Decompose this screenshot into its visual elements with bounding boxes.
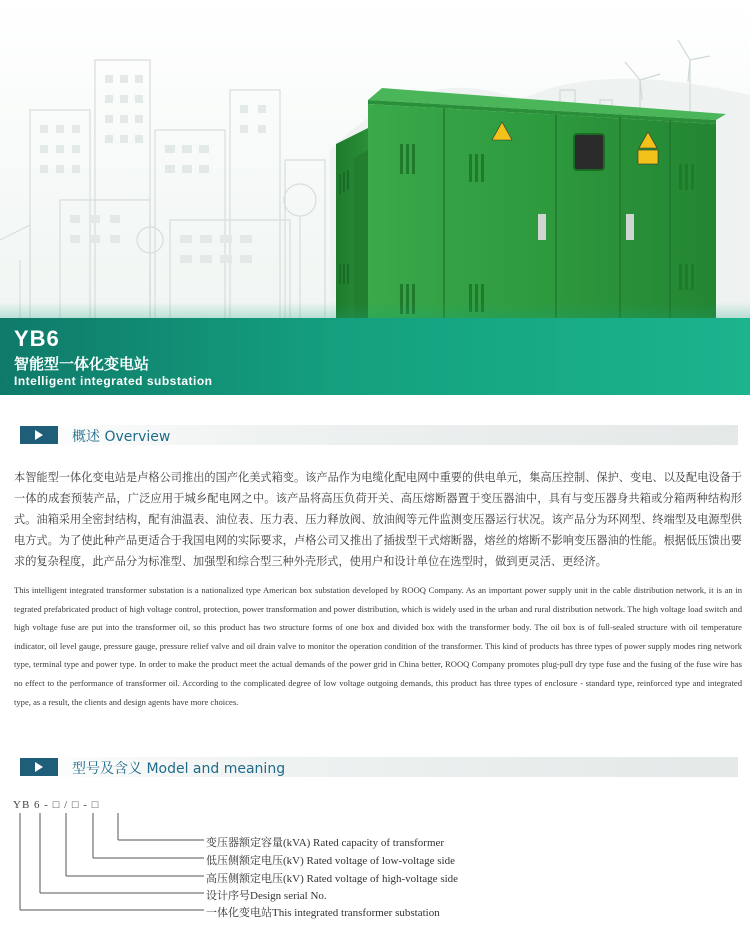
definition-low-voltage: 低压侧额定电压(kV) Rated voltage of low-voltage side: [206, 855, 455, 867]
play-arrow-icon: [20, 426, 58, 444]
definition-capacity: 变压器额定容量(kVA) Rated capacity of transformer: [206, 837, 445, 849]
model-code: YB 6 - □ / □ - □: [13, 799, 100, 811]
overview-text-en: This intelligent integrated transformer substation is a nationalized type American box substation developed by ROOQ Company. As an important power supply unit in the cable distribution network, it is an in tegrated prefabricated product of high voltage control, protection, power transformation and power distribution, which is widely used in the urban and rural distribution network. The high voltage load switch and high voltage fuse are put into the transformer oil, so this product has two structure forms of one box and divided box with the transformer body. The oil box is of full-sealed structure with oil temperature indicator, oil level gauge, pressure gauge, pressure relief valve and oil drain valve to monitor the operation condition of the transformer. This kind of products has three types of power supply modes ring network type, terminal type and power type. In order to make the product meet the actual demands of the power grid in China better, ROOQ Company promotes plug-pull dry type fuse and the fusing of the fuse wire has no effect to the performance of transformer oil. According to the complicated degree of low voltage outgoing demands, this product has three types of enclosure - standard type, reinforced type and integrated type, as a result, the clients and design agents have more choices.: [14, 585, 742, 707]
model-heading: 型号及含义 Model and meaning: [72, 761, 286, 777]
hero-banner: [0, 0, 750, 395]
product-title-en: Intelligent integrated substation: [14, 374, 213, 388]
overview-section-header: [14, 425, 738, 445]
play-arrow-icon: [20, 758, 58, 776]
product-model: YB6: [14, 326, 60, 351]
overview-heading: 概述 Overview: [72, 429, 171, 445]
definition-design-serial: 设计序号Design serial No.: [206, 890, 327, 902]
definition-high-voltage: 高压侧额定电压(kV) Rated voltage of high-voltage side: [206, 873, 459, 885]
overview-text-cn: 本智能型一体化变电站是卢格公司推出的国产化美式箱变。该产品作为电缆化配电网中重要的供电单元，集高压控制、保护、变电、以及配电设备于一体的成套预装产品，广泛应用于城乡配电网之中。该产品将高压负荷开关、高压熔断器置于变压器油中，具有与变压器身共箱或分箱两种结构形式。油箱采用全密封结构，配有油温表、油位表、压力表、压力释放阀、放油阀等元件监测变压器运行状况。该产品分为环网型、终端型及电源型供电方式。为了使此种产品更适合于我国电网的实际要求，卢格公司又推出了插拔型干式熔断器，熔丝的熔断不影响变压器油的性能。根据低压馈出要求的复杂程度，此产品分为标准型、加强型和综合型三种外壳形式，使用户和设计单位在选型时，做到更灵活、更经济。: [14, 471, 742, 568]
model-section-header: [14, 757, 738, 777]
model-bracket-diagram: [0, 790, 210, 920]
definition-integrated-substation: 一体化变电站This integrated transformer substation: [206, 907, 440, 919]
product-title-cn: 智能型一体化变电站: [14, 355, 150, 373]
